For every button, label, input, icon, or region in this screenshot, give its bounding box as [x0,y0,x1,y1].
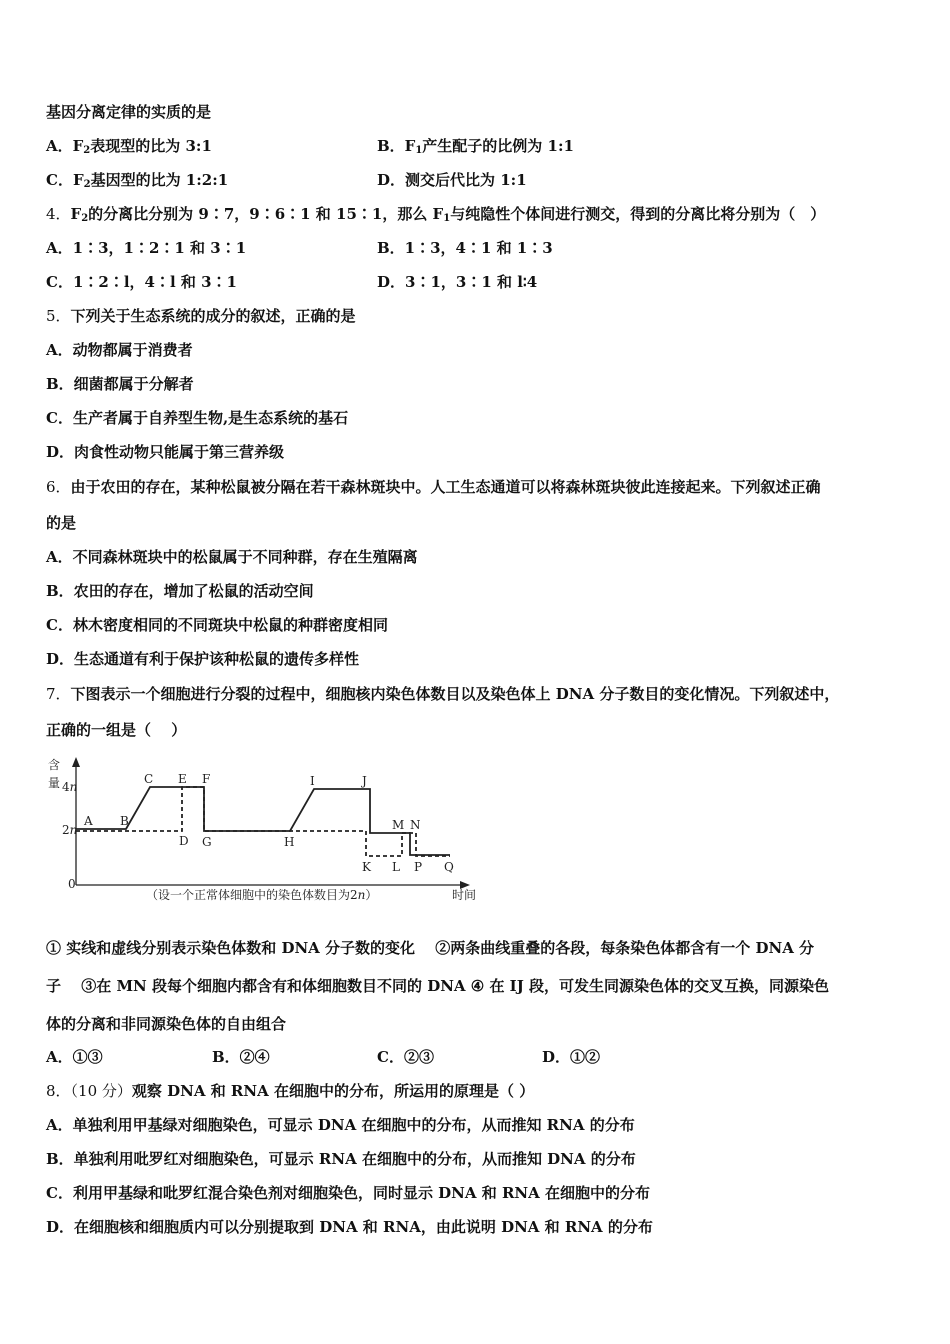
point-l: L [392,860,400,874]
y-tick-2n [62,823,77,837]
q3-option-a-pre: A．F [46,137,84,155]
q7-option-c[interactable]: C．②③ [377,1048,434,1066]
q4-stem-post: 与纯隐性个体间进行测交，得到的分离比将分别为（ ） [450,205,826,223]
q3-option-c-post: 基因型的比为 1:2:1 [90,171,229,189]
point-q: Q [444,860,454,874]
q3-option-a-post: 表现型的比为 3:1 [90,137,212,155]
q4-option-a[interactable]: A．1∶3，1∶2∶1 和 3∶1 [46,239,247,257]
chromosome-dna-graph [46,755,486,905]
point-h: H [284,835,295,849]
point-i: I [310,774,315,788]
q7-statement-line1: ① 实线和虚线分别表示染色体数和 DNA 分子数的变化 ②两条曲线重叠的各段，每条染色体都含有一个 DNA 分 [46,939,815,957]
q5-stem [46,306,356,326]
q5-option-b[interactable]: B．细菌都属于分解者 [46,375,194,393]
q4-stem-sub2: 1 [443,213,451,224]
q7-number: 7． [46,685,71,703]
q3-option-a-sub: 2 [83,145,91,156]
q3-option-c-sub: 2 [83,179,91,190]
q4-option-c[interactable]: C．1∶2∶l，4∶l 和 3∶1 [46,273,237,291]
point-c: C [144,772,154,786]
point-b: B [120,814,129,828]
q4-stem [46,204,825,229]
q7-option-d[interactable]: D．①② [542,1048,601,1066]
q8-option-b[interactable]: B．单独利用吡罗红对细胞染色，可显示 RNA 在细胞中的分布，从而推知 DNA 的分布 [46,1150,636,1168]
q4-option-b[interactable]: B．1∶3，4∶1 和 1∶3 [377,239,553,257]
q8-option-c[interactable]: C．利用甲基绿和吡罗红混合染色剂对细胞染色，同时显示 DNA 和 RNA 在细胞中的分布 [46,1184,651,1202]
q4-stem-mid: 的分离比分别为 9∶7，9∶6∶1 和 15∶1，那么 F [88,205,444,223]
q7-option-b[interactable]: B．②④ [212,1048,270,1066]
q3-stem: 基因分离定律的实质的是 [46,103,212,121]
q5-option-d[interactable]: D．肉食性动物只能属于第三营养级 [46,443,285,461]
q5-option-a[interactable]: A．动物都属于消费者 [46,341,193,359]
q4-option-d[interactable]: D．3∶1，3∶1 和 l∶4 [377,273,538,291]
q8-number: 8． [46,1082,71,1100]
y-label-1: 含 [48,758,61,772]
q3-option-b-post: 产生配子的比例为 1:1 [422,137,574,155]
y-axis-arrow [72,757,80,767]
graph-caption-n: n [357,888,366,902]
q6-stem-line2: 的是 [46,514,77,532]
graph-caption-text: （设一个正常体细胞中的染色体数目为2 [146,888,358,902]
y-label-2: 量 [48,776,61,790]
point-e: E [178,772,187,786]
q6-number: 6． [46,478,71,496]
q6-option-d[interactable]: D．生态通道有利于保护该种松鼠的遗传多样性 [46,650,360,668]
y-tick-4n-n: n [69,780,78,794]
point-a: A [84,814,93,828]
q4-number: 4． [46,205,71,223]
q3-option-a[interactable] [46,136,212,161]
point-j: J [362,774,367,788]
q7-statement-line2: 子 ③在 MN 段每个细胞内都含有和体细胞数目不同的 DNA ④ 在 IJ 段，可发生同源染色体的交叉互换，同源染色 [46,977,830,995]
q5-option-c[interactable]: C．生产者属于自养型生物,是生态系统的基石 [46,409,349,427]
q7-stem-line1 [46,684,839,704]
q3-option-d[interactable]: D．测交后代比为 1:1 [377,171,527,189]
q7-statement-line3: 体的分离和非同源染色体的自由组合 [46,1015,287,1033]
point-p: P [414,860,423,874]
point-k: K [362,860,371,874]
y-tick-4n-num: 4 [62,780,70,794]
q8-option-a[interactable]: A．单独利用甲基绿对细胞染色，可显示 DNA 在细胞中的分布，从而推知 RNA 的分布 [46,1116,635,1134]
origin-label: 0 [68,877,76,891]
q7-stem-text1: 下图表示一个细胞进行分裂的过程中，细胞核内染色体数目以及染色体上 DNA 分子数目的变化情况。下列叙述中， [70,685,840,703]
graph-caption [146,887,377,902]
q8-option-d[interactable]: D．在细胞核和细胞质内可以分别提取到 DNA 和 RNA，由此说明 DNA 和 RNA 的分布 [46,1218,653,1236]
q5-stem-text: 下列关于生态系统的成分的叙述，正确的是 [70,307,356,325]
point-f: F [202,772,211,786]
q3-option-b-pre: B．F [377,137,416,155]
x-axis-label: 时间 [452,888,477,902]
q4-stem-pre: F [70,205,82,223]
q7-option-a[interactable]: A．①③ [46,1048,103,1066]
q6-option-b[interactable]: B．农田的存在，增加了松鼠的活动空间 [46,582,314,600]
point-d: D [179,834,189,848]
q8-stem [46,1081,534,1101]
q7-stem-line2: 正确的一组是（ ） [46,721,187,739]
q3-option-c[interactable] [46,170,228,195]
q3-option-b-sub: 1 [415,145,423,156]
point-g: G [202,835,212,849]
point-m: M [392,818,405,832]
q8-stem-text: 观察 DNA 和 RNA 在细胞中的分布，所运用的原理是（ ） [131,1082,535,1100]
q5-number: 5． [46,307,71,325]
q4-stem-sub: 2 [81,213,89,224]
q3-option-c-pre: C．F [46,171,84,189]
q6-option-a[interactable]: A．不同森林斑块中的松鼠属于不同种群，存在生殖隔离 [46,548,418,566]
y-tick-2n-n: n [69,823,78,837]
y-tick-4n [62,780,77,794]
y-tick-2n-num: 2 [62,823,70,837]
q6-option-c[interactable]: C．林木密度相同的不同斑块中松鼠的种群密度相同 [46,616,388,634]
q6-stem-line1 [46,477,821,497]
q3-option-b[interactable] [377,136,574,161]
graph-caption-end: ） [365,888,378,902]
point-n: N [410,818,421,832]
q6-stem-text1: 由于农田的存在，某种松鼠被分隔在若干森林斑块中。人工生态通道可以将森林斑块彼此连接起来。下列叙述正确 [70,478,821,496]
q8-score: （10 分） [70,1082,132,1100]
